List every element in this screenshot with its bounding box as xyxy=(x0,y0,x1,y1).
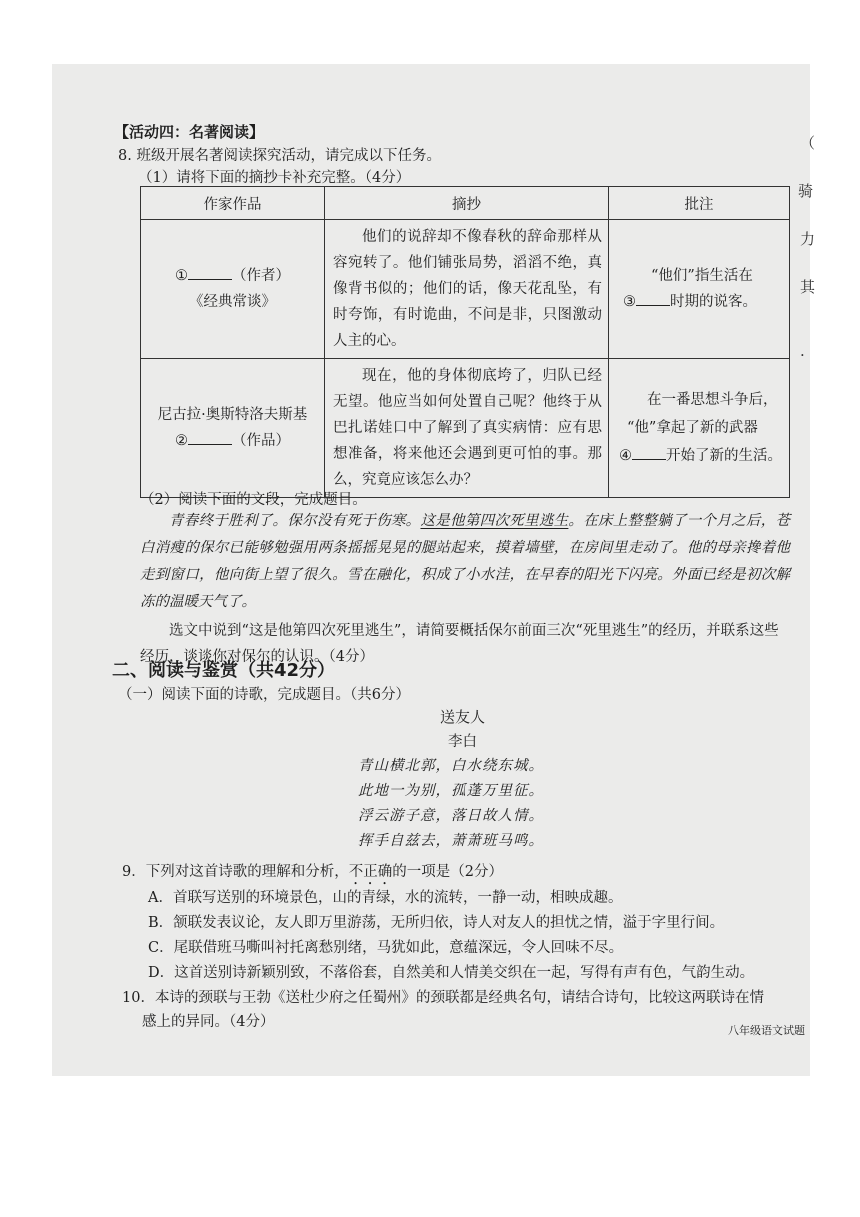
edge-glyph: （ xyxy=(800,134,816,152)
blank-marker: ② xyxy=(175,433,188,449)
q9-emphasis: 不正确 xyxy=(348,864,393,880)
poem-line: 浮云游子意，落日故人情。 xyxy=(358,808,544,824)
q9-option-a[interactable]: A．首联写送别的环境景色，山的青绿，水的流转，一静一动，相映成趣。 xyxy=(148,890,623,906)
reading-passage xyxy=(140,508,790,616)
note-text: 开始了新的生活。 xyxy=(666,448,782,464)
row2-excerpt-cell xyxy=(325,359,609,498)
note-text: 时期的说客。 xyxy=(670,294,757,310)
q10-stem: 10．本诗的颈联与王勃《送杜少府之任蜀州》的颈联都是经典名句，请结合诗句，比较这两联诗在情 xyxy=(122,990,764,1006)
row2-author-cell xyxy=(141,359,325,498)
edge-glyph: 其 xyxy=(800,278,816,296)
passage-text: 青春终于胜利了。保尔没有死于伤寒。 xyxy=(169,513,421,529)
blank-marker: ④ xyxy=(619,448,632,464)
work-label: （作品） xyxy=(232,433,290,449)
blank-1-fill-line[interactable] xyxy=(188,265,232,280)
poem-line: 此地一为别，孤蓬万里征。 xyxy=(358,783,544,799)
part1-instruction: （一）阅读下面的诗歌，完成题目。（共6分） xyxy=(118,687,410,703)
row1-author-cell xyxy=(141,220,325,359)
poem-title: 送友人 xyxy=(440,708,486,726)
note-text: 在一番思想斗争后， xyxy=(647,392,778,408)
blank-2-fill-line[interactable] xyxy=(188,430,232,445)
header-excerpt: 摘抄 xyxy=(325,187,609,220)
table-header-row xyxy=(141,187,790,220)
q9-stem-text: 的一项是（2分） xyxy=(392,864,503,880)
q10-stem: 感上的异同。（4分） xyxy=(142,1014,275,1030)
poem-line: 青山横北郭，白水绕东城。 xyxy=(358,758,544,774)
note-text: “他”拿起了新的武器 xyxy=(627,420,758,436)
q8-stem: 8. 班级开展名著阅读探究活动，请完成以下任务。 xyxy=(118,148,441,164)
q8-task1: （1）请将下面的摘抄卡补充完整。（4分） xyxy=(138,170,411,186)
exam-page xyxy=(52,64,816,1076)
note-text: “他们”指生活在 xyxy=(651,268,753,284)
blank-3-fill-line[interactable] xyxy=(636,291,670,306)
work-title: 《经典常谈》 xyxy=(189,294,276,310)
q9-option-d[interactable]: D．这首送别诗新颖别致，不落俗套，自然美和人情美交织在一起，写得有声有色，气韵生动。 xyxy=(148,965,755,981)
edge-glyph: · xyxy=(800,346,805,364)
edge-glyph: 骑 xyxy=(798,182,814,200)
q9-stem xyxy=(122,860,503,888)
excerpt-text: 他们的说辞却不像春秋的辞命那样从容宛转了。他们铺张局势，滔滔不绝，真像背书似的；他们的话，像天花乱坠，有时夸饰，有时诡曲，不问是非，只图激动人主的心。 xyxy=(333,229,602,349)
header-author-work: 作家作品 xyxy=(141,187,325,220)
author-label: （作者） xyxy=(232,268,290,284)
poem-author: 李白 xyxy=(448,734,477,750)
q8-task2: （2）阅读下面的文段，完成题目。 xyxy=(140,492,367,508)
excerpt-text: 现在，他的身体彻底垮了，归队已经无望。他应当如何处置自己呢？他终于从巴扎诺娃口中了解到了真实病情：应有思想准备，将来他还会遇到更可怕的事。那么，究竟应该怎么办？ xyxy=(333,368,602,488)
blank-marker: ③ xyxy=(623,294,636,310)
table-row xyxy=(141,220,790,359)
row2-note-cell xyxy=(609,359,790,498)
section-title: 二、阅读与鉴赏（共42分） xyxy=(112,660,336,681)
table-row xyxy=(141,359,790,498)
row1-excerpt-cell xyxy=(325,220,609,359)
edge-glyph: 力 xyxy=(800,230,816,248)
q8-task2-question: 选文中说到“这是他第四次死里逃生”，请简要概括保尔前面三次“死里逃生”的经历，并联系这些经历，谈谈你对保尔的认识。（4分） xyxy=(140,623,779,665)
activity-heading: 【活动四：名著阅读】 xyxy=(114,123,265,141)
blank-marker: ① xyxy=(175,268,188,284)
passage-text: 。在床上整整躺了一个月之后，苍白消瘦的保尔已能够勉强用两条摇摇晃晃的腿站起来，摸着墙壁，在房间里走动了。他的母亲搀着他走到窗口，他向街上望了很久。雪在融化，积成了小水洼，在早春的阳光下闪亮。外面已经是初次解冻的温暖天气了。 xyxy=(140,513,791,610)
q9-option-b[interactable]: B．颔联发表议论，友人即万里游荡，无所归依，诗人对友人的担忧之情，溢于字里行间。 xyxy=(148,915,725,931)
q9-option-c[interactable]: C．尾联借班马嘶叫衬托离愁别绪，马犹如此，意蕴深远，令人回味不尽。 xyxy=(148,940,624,956)
header-note: 批注 xyxy=(609,187,790,220)
page-footer: 八年级语文试题 xyxy=(728,1024,805,1037)
blank-4-fill-line[interactable] xyxy=(632,445,666,460)
passage-underlined-sentence: 这是他第四次死里逃生 xyxy=(420,513,569,529)
q9-stem-text: 9．下列对这首诗歌的理解和分析， xyxy=(122,864,349,880)
author-name: 尼古拉·奥斯特洛夫斯基 xyxy=(157,407,308,423)
poem-line: 挥手自兹去，萧萧班马鸣。 xyxy=(358,833,544,849)
excerpt-card-table xyxy=(140,186,790,498)
row1-note-cell xyxy=(609,220,790,359)
